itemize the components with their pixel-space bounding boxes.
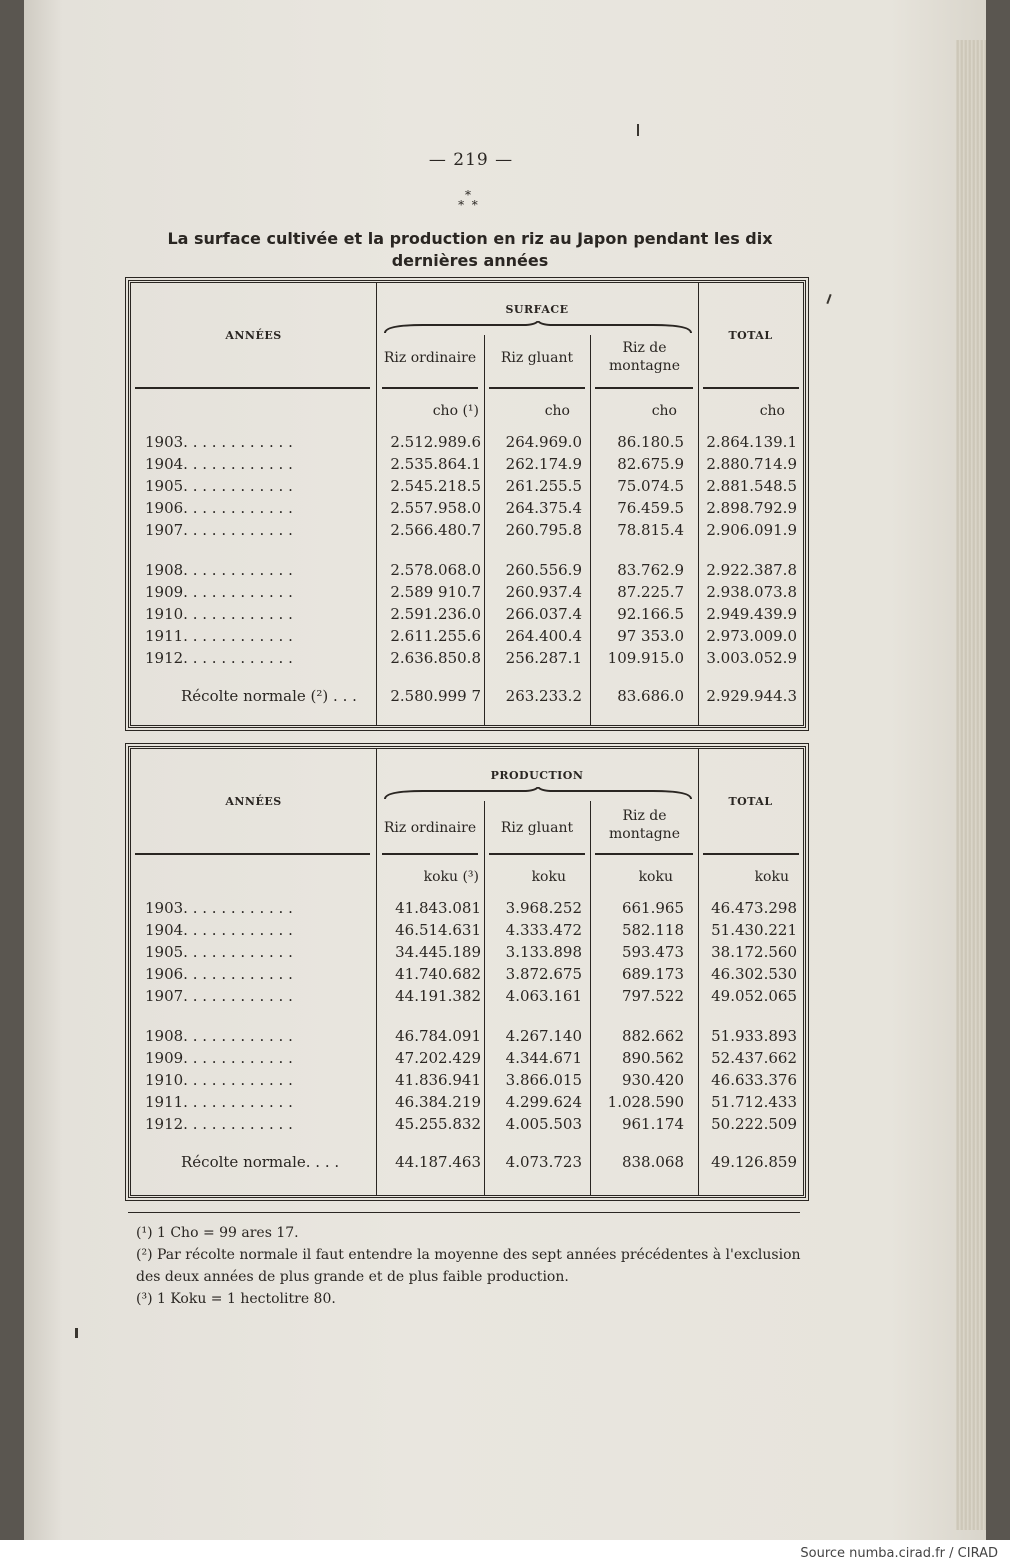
row-value: 97 353.0	[617, 627, 684, 645]
row-value: 47.202.429	[395, 1049, 481, 1067]
row-value: 797.522	[621, 987, 684, 1005]
row-value: 3.133.898	[505, 943, 582, 961]
row-value: 109.915.0	[607, 649, 684, 667]
row-year: 1904. . . . . . . . . . . .	[145, 455, 293, 473]
footnote-3: (³) 1 Koku = 1 hectolitre 80.	[136, 1291, 336, 1307]
normal-value: 2.929.944.3	[706, 687, 797, 705]
row-value: 4.344.671	[505, 1049, 582, 1067]
ink-mark	[75, 1328, 78, 1338]
table-row	[131, 1071, 803, 1091]
row-value: 2.589 910.7	[390, 583, 481, 601]
source-credit: Source numba.cirad.fr / CIRAD	[800, 1546, 998, 1561]
row-value: 930.420	[621, 1071, 684, 1089]
row-value: 51.933.893	[711, 1027, 797, 1045]
row-value: 83.762.9	[617, 561, 684, 579]
header-production: PRODUCTION	[490, 769, 584, 782]
row-value: 41.740.682	[395, 965, 481, 983]
surface-table	[128, 280, 806, 728]
table-row	[131, 921, 803, 941]
brace-icon	[383, 787, 693, 801]
table-row	[131, 455, 803, 475]
row-year: 1908. . . . . . . . . . . .	[145, 1027, 293, 1045]
row-year: 1906. . . . . . . . . . . .	[145, 499, 293, 517]
row-value: 3.872.675	[505, 965, 582, 983]
row-value: 2.906.091.9	[706, 521, 797, 539]
row-value: 2.557.958.0	[390, 499, 481, 517]
header-surface: SURFACE	[505, 303, 569, 316]
row-year: 1907. . . . . . . . . . . .	[145, 987, 293, 1005]
col-riz-ordinaire: Riz ordinaire	[383, 350, 477, 366]
row-year: 1905. . . . . . . . . . . .	[145, 943, 293, 961]
footnote-2: (²) Par récolte normale il faut entendre la moyenne des sept années précédentes à l'exclusion des deux années de plus grande et de plus faible production.	[136, 1247, 801, 1285]
table-row	[131, 433, 803, 453]
unit-cho-2: cho	[544, 403, 570, 419]
unit-koku-1: koku (³)	[423, 869, 479, 885]
table-row	[131, 521, 803, 541]
normal-label: Récolte normale. . . .	[181, 1153, 340, 1171]
row-value: 266.037.4	[505, 605, 582, 623]
table-row	[131, 943, 803, 963]
row-year: 1912. . . . . . . . . . . .	[145, 649, 293, 667]
col-riz-gluant: Riz gluant	[500, 350, 574, 366]
row-year: 1906. . . . . . . . . . . .	[145, 965, 293, 983]
row-year: 1905. . . . . . . . . . . .	[145, 477, 293, 495]
table-row	[131, 1115, 803, 1135]
row-value: 3.968.252	[505, 899, 582, 917]
header-years: ANNÉES	[225, 329, 282, 342]
row-value: 41.843.081	[395, 899, 481, 917]
page-title: La surface cultivée et la production en riz au Japon pendant les dix dernières années	[167, 229, 773, 270]
row-value: 2.922.387.8	[706, 561, 797, 579]
row-value: 4.267.140	[505, 1027, 582, 1045]
normal-value: 49.126.859	[711, 1153, 797, 1171]
row-value: 2.566.480.7	[390, 521, 481, 539]
row-value: 3.003.052.9	[706, 649, 797, 667]
row-value: 2.611.255.6	[390, 627, 481, 645]
source-bar	[0, 1540, 1010, 1566]
row-value: 44.191.382	[395, 987, 481, 1005]
header-total: TOTAL	[728, 795, 773, 808]
row-year: 1904. . . . . . . . . . . .	[145, 921, 293, 939]
row-value: 1.028.590	[607, 1093, 684, 1111]
unit-koku-4: koku	[754, 869, 789, 885]
unit-cho-3: cho	[651, 403, 677, 419]
row-year: 1907. . . . . . . . . . . .	[145, 521, 293, 539]
page-number: — 219 —	[428, 150, 514, 170]
row-value: 78.815.4	[617, 521, 684, 539]
row-value: 46.473.298	[711, 899, 797, 917]
table-row	[131, 605, 803, 625]
row-value: 961.174	[621, 1115, 684, 1133]
row-value: 264.400.4	[505, 627, 582, 645]
row-value: 2.864.139.1	[706, 433, 797, 451]
row-value: 2.938.073.8	[706, 583, 797, 601]
table-row	[131, 1093, 803, 1113]
table-row	[131, 1049, 803, 1069]
row-value: 256.287.1	[505, 649, 582, 667]
table-row	[131, 987, 803, 1007]
row-value: 2.545.218.5	[390, 477, 481, 495]
row-value: 34.445.189	[395, 943, 481, 961]
header-total: TOTAL	[728, 329, 773, 342]
row-value: 2.880.714.9	[706, 455, 797, 473]
normal-row	[131, 1153, 803, 1173]
row-value: 46.633.376	[711, 1071, 797, 1089]
page-edge	[956, 40, 986, 1530]
normal-value: 83.686.0	[617, 687, 684, 705]
row-value: 2.636.850.8	[390, 649, 481, 667]
row-value: 2.535.864.1	[390, 455, 481, 473]
row-value: 260.795.8	[505, 521, 582, 539]
row-value: 50.222.509	[711, 1115, 797, 1133]
normal-value: 44.187.463	[395, 1153, 481, 1171]
row-value: 86.180.5	[617, 433, 684, 451]
row-value: 3.866.015	[505, 1071, 582, 1089]
row-value: 87.225.7	[617, 583, 684, 601]
row-value: 262.174.9	[505, 455, 582, 473]
row-value: 49.052.065	[711, 987, 797, 1005]
row-value: 593.473	[621, 943, 684, 961]
row-value: 4.299.624	[505, 1093, 582, 1111]
row-year: 1903. . . . . . . . . . . .	[145, 899, 293, 917]
col-riz-gluant: Riz gluant	[500, 820, 574, 836]
unit-cho-4: cho	[759, 403, 785, 419]
ink-mark	[637, 124, 639, 136]
unit-koku-3: koku	[638, 869, 673, 885]
row-value: 4.063.161	[505, 987, 582, 1005]
row-value: 2.973.009.0	[706, 627, 797, 645]
normal-value: 263.233.2	[505, 687, 582, 705]
row-value: 2.898.792.9	[706, 499, 797, 517]
header-years: ANNÉES	[225, 795, 282, 808]
section-stars: * * *	[458, 188, 478, 212]
row-year: 1910. . . . . . . . . . . .	[145, 605, 293, 623]
row-value: 2.591.236.0	[390, 605, 481, 623]
table-row	[131, 899, 803, 919]
normal-value: 4.073.723	[505, 1153, 582, 1171]
row-value: 261.255.5	[505, 477, 582, 495]
row-year: 1903. . . . . . . . . . . .	[145, 433, 293, 451]
row-value: 260.556.9	[505, 561, 582, 579]
row-value: 661.965	[621, 899, 684, 917]
normal-value: 2.580.999 7	[390, 687, 481, 705]
row-value: 264.375.4	[505, 499, 582, 517]
row-value: 2.578.068.0	[390, 561, 481, 579]
unit-cho-1: cho (¹)	[432, 403, 479, 419]
normal-label: Récolte normale (²) . . .	[181, 687, 357, 705]
production-table	[128, 746, 806, 1198]
row-value: 689.173	[621, 965, 684, 983]
row-value: 41.836.941	[395, 1071, 481, 1089]
row-year: 1910. . . . . . . . . . . .	[145, 1071, 293, 1089]
table-row	[131, 649, 803, 669]
table-row	[131, 477, 803, 497]
footnote-1: (¹) 1 Cho = 99 ares 17.	[136, 1225, 299, 1241]
row-year: 1909. . . . . . . . . . . .	[145, 583, 293, 601]
row-value: 82.675.9	[617, 455, 684, 473]
row-value: 890.562	[621, 1049, 684, 1067]
table-row	[131, 499, 803, 519]
col-riz-ordinaire: Riz ordinaire	[383, 820, 477, 836]
col-riz-montagne: Riz de montagne	[609, 340, 680, 374]
row-value: 38.172.560	[711, 943, 797, 961]
row-value: 46.302.530	[711, 965, 797, 983]
row-year: 1909. . . . . . . . . . . .	[145, 1049, 293, 1067]
table-row	[131, 965, 803, 985]
table-row	[131, 1027, 803, 1047]
row-value: 2.949.439.9	[706, 605, 797, 623]
row-value: 46.384.219	[395, 1093, 481, 1111]
row-value: 4.333.472	[505, 921, 582, 939]
row-year: 1911. . . . . . . . . . . .	[145, 1093, 293, 1111]
table-row	[131, 583, 803, 603]
row-value: 46.514.631	[395, 921, 481, 939]
row-value: 2.881.548.5	[706, 477, 797, 495]
normal-row	[131, 687, 803, 707]
table-row	[131, 627, 803, 647]
row-year: 1912. . . . . . . . . . . .	[145, 1115, 293, 1133]
row-year: 1911. . . . . . . . . . . .	[145, 627, 293, 645]
footnote-rule	[128, 1212, 800, 1213]
row-value: 4.005.503	[505, 1115, 582, 1133]
row-value: 582.118	[621, 921, 684, 939]
row-value: 260.937.4	[505, 583, 582, 601]
table-row	[131, 561, 803, 581]
brace-icon	[383, 321, 693, 335]
normal-value: 838.068	[621, 1153, 684, 1171]
row-value: 51.712.433	[711, 1093, 797, 1111]
row-value: 92.166.5	[617, 605, 684, 623]
row-value: 2.512.989.6	[390, 433, 481, 451]
row-value: 51.430.221	[711, 921, 797, 939]
row-value: 46.784.091	[395, 1027, 481, 1045]
row-value: 882.662	[621, 1027, 684, 1045]
col-riz-montagne: Riz de montagne	[609, 808, 680, 842]
unit-koku-2: koku	[531, 869, 566, 885]
row-value: 45.255.832	[395, 1115, 481, 1133]
row-value: 52.437.662	[711, 1049, 797, 1067]
row-year: 1908. . . . . . . . . . . .	[145, 561, 293, 579]
row-value: 75.074.5	[617, 477, 684, 495]
row-value: 76.459.5	[617, 499, 684, 517]
row-value: 264.969.0	[505, 433, 582, 451]
